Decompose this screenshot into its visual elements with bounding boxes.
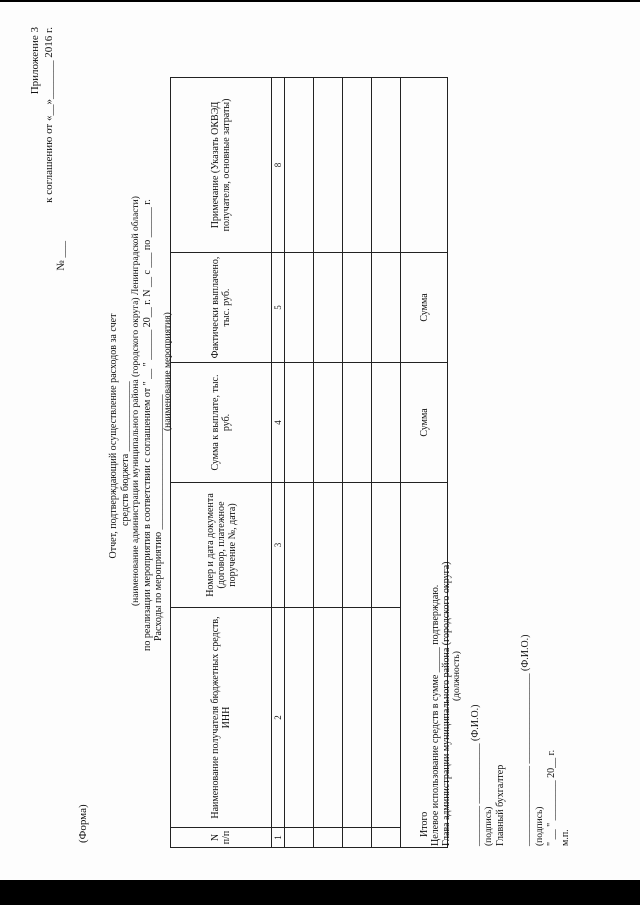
header-recipient: Наименование получателя бюджетных средств, ИНН xyxy=(171,608,272,828)
header-num: N п/п xyxy=(171,828,272,848)
col-number: 3 xyxy=(272,483,285,608)
report-line-4: Расходы по мероприятию ___________________________ xyxy=(153,394,164,641)
total-sum-due: Сумма xyxy=(401,363,448,483)
chief-accountant: Главный бухгалтер xyxy=(495,764,506,846)
confirm-text: Целевое использование средств в сумме _____ подтверждаю. xyxy=(430,584,441,846)
signature-note-1: (подпись) xyxy=(484,806,494,846)
col-number: 1 xyxy=(272,828,285,848)
report-line-4-note: (наименование мероприятия) xyxy=(163,312,173,431)
report-line-2-note: (наименование администрации муниципального района (городского округа) Ленинградской области) xyxy=(131,196,141,606)
header-note: Примечание (Указать ОКВЭД получателя, основные затраты) xyxy=(171,78,272,253)
report-title: Отчет, подтверждающий осуществление расходов за счет xyxy=(108,313,119,559)
table-row xyxy=(314,78,343,848)
table-row xyxy=(285,78,314,848)
col-number: 8 xyxy=(272,78,285,253)
fio-line-2: ________________ __________________ (Ф.И.О.) xyxy=(520,634,531,846)
total-sum-paid: Сумма xyxy=(401,253,448,363)
signature-note-2: (подпись) xyxy=(535,806,545,846)
table-row xyxy=(372,78,401,848)
agreement-line-1: к соглашению от «__»_______ 2016 г. xyxy=(43,27,55,203)
appendix-label: Приложение 3 xyxy=(29,27,41,95)
date-line: " __ " ________ 20__ г. xyxy=(546,749,557,846)
report-line-3: по реализации мероприятия в соответствии с соглашением от " __ " ______ 20__ г. N __ с ___ по ______ г. xyxy=(142,199,153,651)
header-amount-due: Сумма к выплате, тыс. руб. xyxy=(171,363,272,483)
col-number: 5 xyxy=(272,253,285,363)
fio-line-1: ________ ____________ (Ф.И.О.) xyxy=(470,704,481,846)
table-row xyxy=(343,78,372,848)
head-title: Глава администрации муниципального района (городского округа) xyxy=(441,561,452,846)
form-label: (Форма) xyxy=(77,804,89,843)
col-number: 4 xyxy=(272,363,285,483)
report-line-2: средств бюджета ______________ xyxy=(120,381,131,526)
col-number: 2 xyxy=(272,608,285,828)
stamp-label: м.п. xyxy=(560,829,571,846)
rotated-form xyxy=(20,21,620,851)
position-note: (должность) xyxy=(452,651,462,701)
expense-table xyxy=(170,77,448,848)
header-paid: Фактически выплачено, тыс. руб. xyxy=(171,253,272,363)
agreement-line-2: № ___ xyxy=(55,241,67,271)
header-document: Номер и дата документа (договор, платежное поручение №, дата) xyxy=(171,483,272,608)
total-label: Итого xyxy=(401,483,448,848)
